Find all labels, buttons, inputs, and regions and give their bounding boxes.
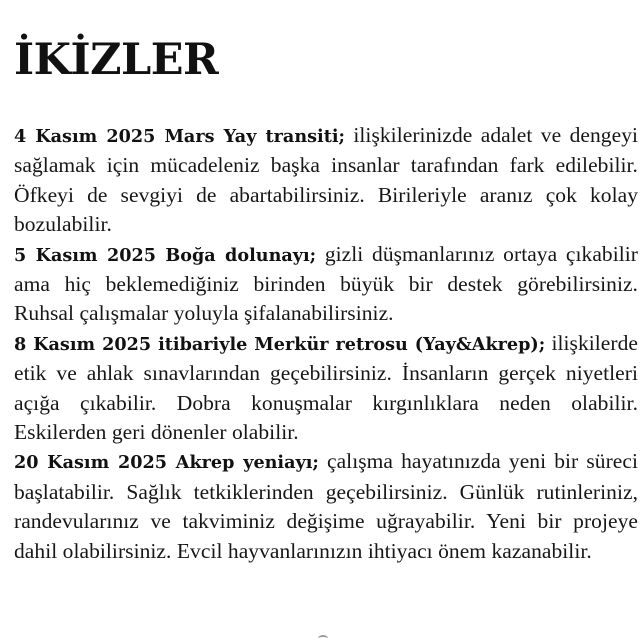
entry-text: gizli düşmanlarınız ortaya çıkabilir ama hiç beklemediğiniz birinden büyük bir destek görebilirsiniz. Ruhsal çalışmalar yoluyla şifalanabilirsiniz. bbox=[14, 241, 638, 326]
horoscope-entries bbox=[14, 121, 638, 566]
entry-mars-transit bbox=[14, 121, 638, 240]
page-title: İKİZLER bbox=[14, 35, 219, 85]
entry-text: ilişkilerinizde adalet ve dengeyi sağlamak için mücadeleniz başka insanlar tarafından fark edilebilir. Öfkeyi de sevgiyi de abartabilirsiniz. Birileriyle aranız çok kolay bozulabilir. bbox=[14, 123, 639, 237]
entry-full-moon bbox=[14, 240, 638, 329]
page-bottom-mark bbox=[318, 635, 328, 642]
entry-heading: 5 Kasım 2025 Boğa dolunayı; bbox=[14, 244, 317, 266]
entry-text: ilişkilerde etik ve ahlak sınavlarından geçebilirsiniz. İnsanların gerçek niyetleri açığa çıkabilir. Dobra konuşmalar kırgınlıklara neden olabilir. Eskilerden geri dönenler olabilir. bbox=[14, 330, 638, 445]
entry-text: çalışma hayatınızda yeni bir süreci başlatabilir. Sağlık tetkiklerinden geçebilirsiniz. Günlük rutinleriniz, randevularınız ve takviminiz değişime uğrayabilir. Yeni bir projeye dahil olabilirsiniz. Evcil hayvanlarınızın ihtiyacı önem kazanabilir. bbox=[14, 449, 639, 563]
entry-heading: 8 Kasım 2025 itibariyle Merkür retrosu (Yay&Akrep); bbox=[14, 333, 546, 355]
entry-new-moon bbox=[14, 447, 638, 566]
entry-mercury-retrograde bbox=[14, 329, 638, 448]
entry-heading: 4 Kasım 2025 Mars Yay transiti; bbox=[14, 126, 346, 147]
entry-heading: 20 Kasım 2025 Akrep yeniayı; bbox=[14, 452, 319, 474]
